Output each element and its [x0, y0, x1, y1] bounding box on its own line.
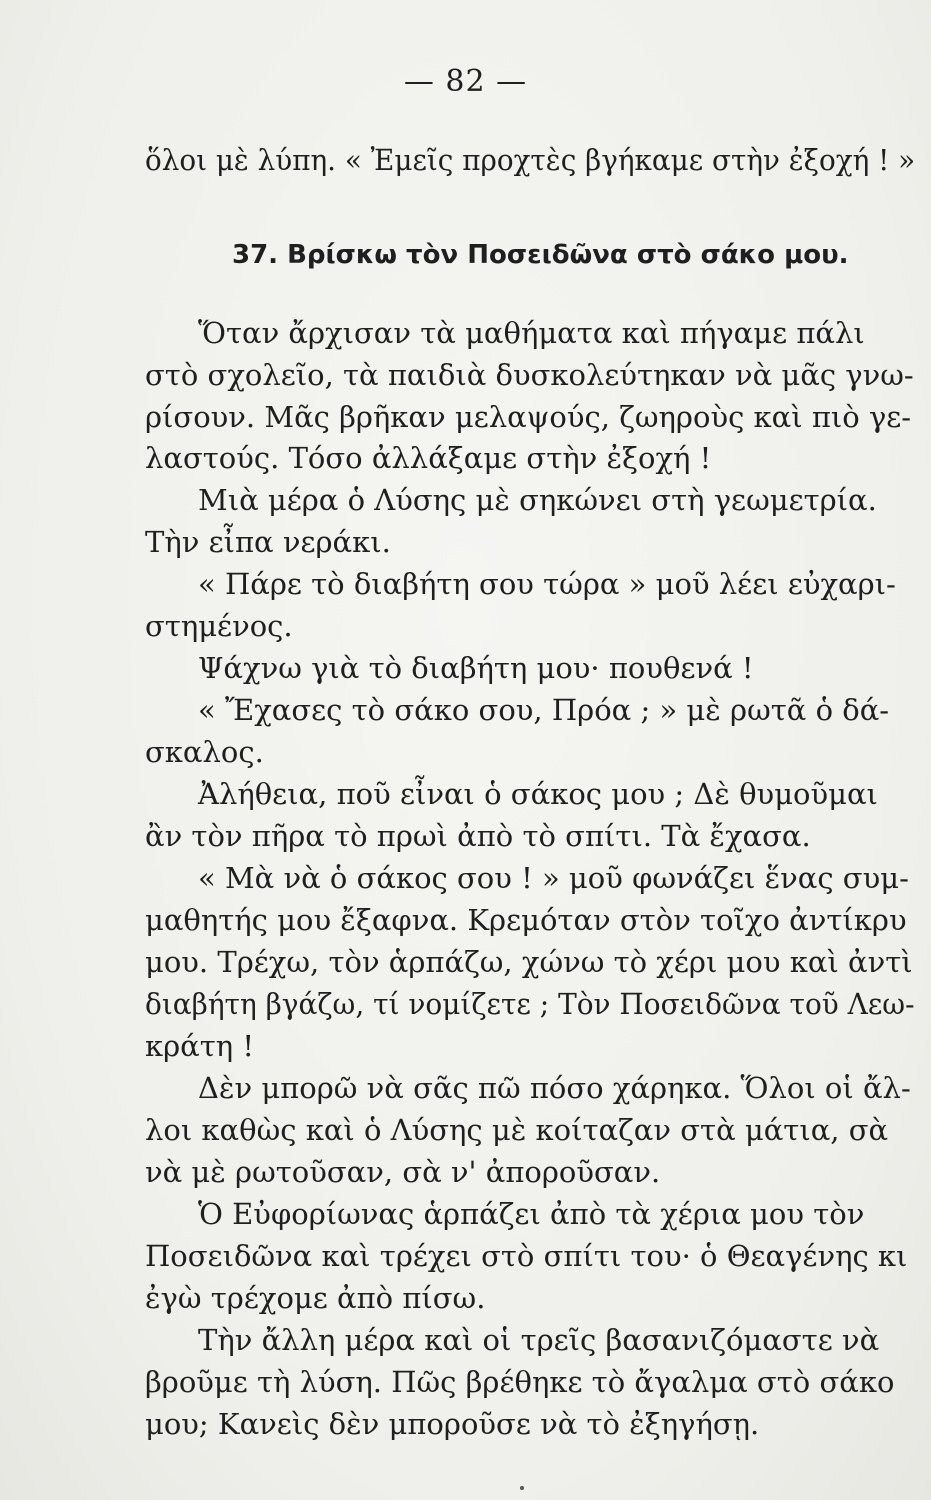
text-line: Ὁ Εὐφορίωνας ἁρπάζει ἀπὸ τὰ χέρια μου τὸν [198, 1197, 865, 1231]
text-line: μου. Τρέχω, τὸν ἁρπάζω, χώνω τὸ χέρι μου καὶ ἀντὶ [145, 945, 913, 979]
opening-line: ὅλοι μὲ λύπη. « Ἐμεῖς προχτὲς βγήκαμε στὴν ἐξοχή ! » [145, 143, 916, 177]
text-line: λοι καθὼς καὶ ὁ Λύσης μὲ κοίταζαν στὰ μάτια, σὰ [145, 1113, 889, 1147]
text-line: ἐγὼ τρέχομε ἀπὸ πίσω. [145, 1281, 486, 1315]
text-line: Ποσειδῶνα καὶ τρέχει στὸ σπίτι του· ὁ Θεαγένης κι [145, 1239, 908, 1273]
text-line: στημένος. [145, 609, 293, 643]
text-line: ἂν τὸν πῆρα τὸ πρωὶ ἀπὸ τὸ σπίτι. Τὰ ἔχασα. [145, 819, 811, 853]
text-line: νὰ μὲ ρωτοῦσαν, σὰ ν' ἀποροῦσαν. [145, 1155, 661, 1189]
text-line: βροῦμε τὴ λύση. Πῶς βρέθηκε τὸ ἄγαλμα στὸ σάκο [145, 1365, 895, 1399]
text-line: Ψάχνω γιὰ τὸ διαβήτη μου· πουθενά ! [198, 651, 754, 685]
text-line: στὸ σχολεῖο, τὰ παιδιὰ δυσκολεύτηκαν νὰ μᾶς γνω- [145, 358, 914, 392]
text-line: λαστούς. Τόσο ἀλλάξαμε στὴν ἐξοχή ! [145, 441, 712, 475]
text-line: Δὲν μπορῶ νὰ σᾶς πῶ πόσο χάρηκα. Ὅλοι οἱ ἄλ- [198, 1071, 911, 1105]
text-line: μου; Κανεὶς δὲν μποροῦσε νὰ τὸ ἐξηγήσῃ. [145, 1407, 760, 1441]
text-line: « Ἔχασες τὸ σάκο σου, Πρόα ; » μὲ ρωτᾶ ὁ δά- [198, 693, 890, 727]
section-heading: 37. Βρίσκω τὸν Ποσειδῶνα στὸ σάκο μου. [232, 240, 849, 270]
text-line: διαβήτη βγάζω, τί νομίζετε ; Τὸν Ποσειδῶνα τοῦ Λεω- [145, 987, 915, 1021]
text-line: κράτη ! [145, 1029, 255, 1063]
text-line: Ὅταν ἄρχισαν τὰ μαθήματα καὶ πήγαμε πάλι [198, 316, 865, 350]
text-line: Μιὰ μέρα ὁ Λύσης μὲ σηκώνει στὴ γεωμετρία. [198, 483, 877, 517]
text-line: Τὴν εἶπα νεράκι. [145, 525, 391, 559]
text-line: Τὴν ἄλλη μέρα καὶ οἱ τρεῖς βασανιζόμαστε νὰ [198, 1323, 880, 1357]
text-line: « Μὰ νὰ ὁ σάκος σου ! » μοῦ φωνάζει ἕνας συμ- [198, 861, 909, 895]
page-number: — 82 — [403, 64, 528, 99]
text-line: ρίσουν. Μᾶς βρῆκαν μελαψούς, ζωηροὺς καὶ πιὸ γε- [145, 400, 912, 434]
ink-speck [520, 1486, 524, 1490]
text-line: σκαλος. [145, 735, 264, 769]
text-line: Ἀλήθεια, ποῦ εἶναι ὁ σάκος μου ; Δὲ θυμοῦμαι [198, 777, 878, 811]
text-line: μαθητής μου ἔξαφνα. Κρεμόταν στὸν τοῖχο ἀντίκρυ [145, 903, 907, 937]
text-line: « Πάρε τὸ διαβήτη σου τώρα » μοῦ λέει εὐχαρι- [198, 567, 896, 601]
